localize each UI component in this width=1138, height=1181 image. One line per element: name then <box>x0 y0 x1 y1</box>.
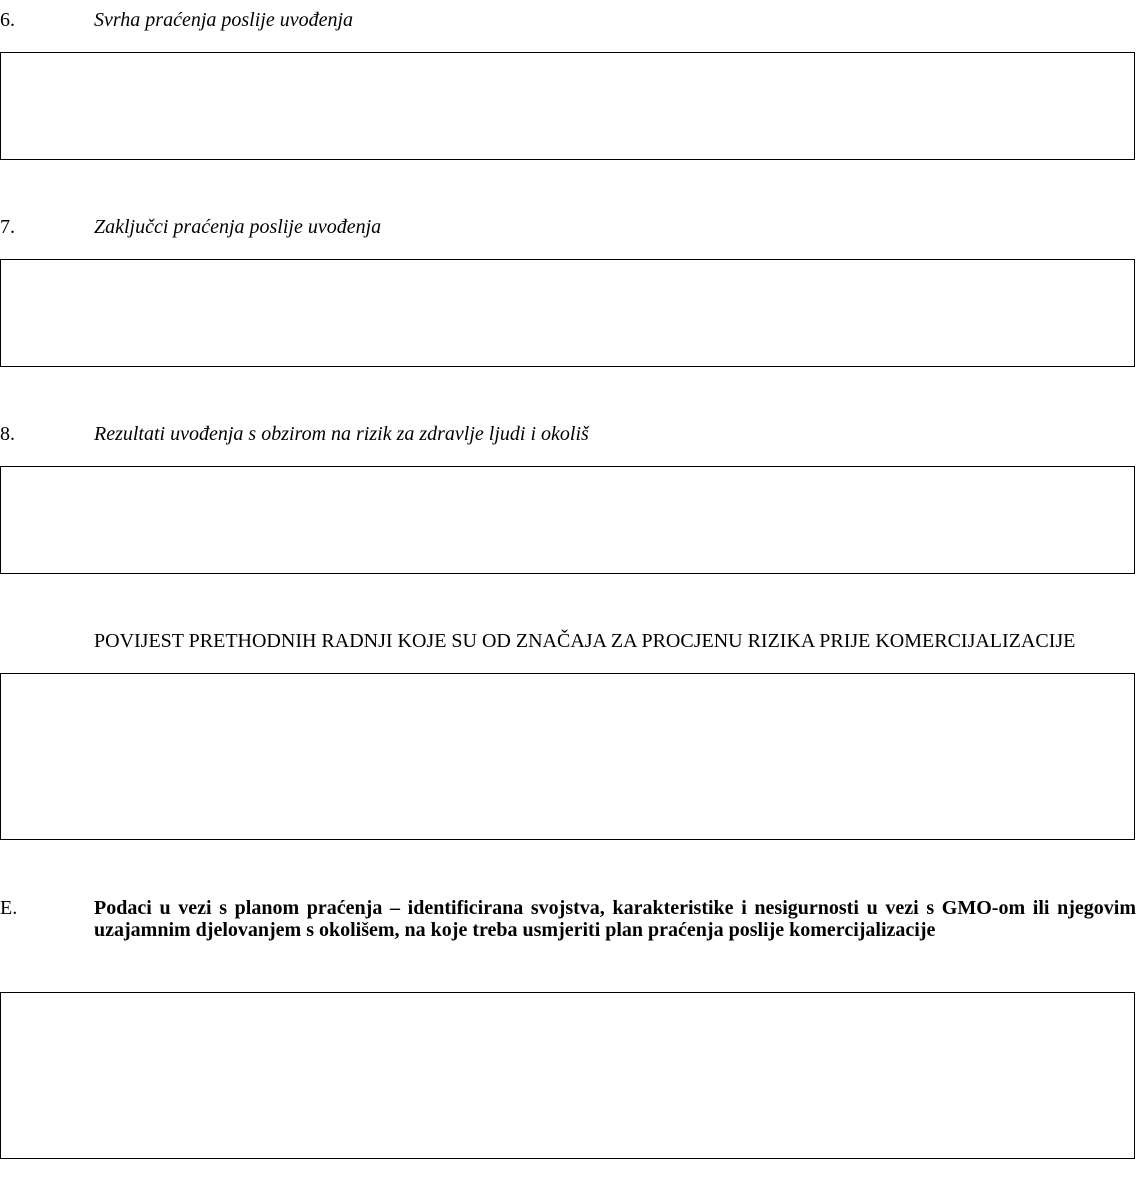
section-title: POVIJEST PRETHODNIH RADNJI KOJE SU OD ZNAČAJA ZA PROCJENU RIZIKA PRIJE KOMERCIJALIZACIJE <box>94 630 1076 652</box>
section-number: 7. <box>0 216 15 238</box>
section-title: Svrha praćenja poslije uvođenja <box>94 9 354 31</box>
section-number: 6. <box>0 9 15 31</box>
section-number: 8. <box>0 423 15 445</box>
section-7-answer-box[interactable] <box>0 259 1135 367</box>
history-answer-box[interactable] <box>0 673 1135 840</box>
section-8-answer-box[interactable] <box>0 466 1135 574</box>
section-6-answer-box[interactable] <box>0 52 1135 160</box>
section-title: Zaključci praćenja poslije uvođenja <box>94 216 382 238</box>
section-e-answer-box[interactable] <box>0 992 1135 1159</box>
section-title: Podaci u vezi s planom praćenja – identificirana svojstva, karakteristike i nesigurnosti u vezi s GMO-om ili njegovim uzajamnim djelovanjem s okolišem, na koje treba usmjeriti plan praćenja poslije komercijalizacije <box>94 897 1136 941</box>
section-number: E. <box>0 897 18 919</box>
section-title: Rezultati uvođenja s obzirom na rizik za zdravlje ljudi i okoliš <box>94 423 589 445</box>
